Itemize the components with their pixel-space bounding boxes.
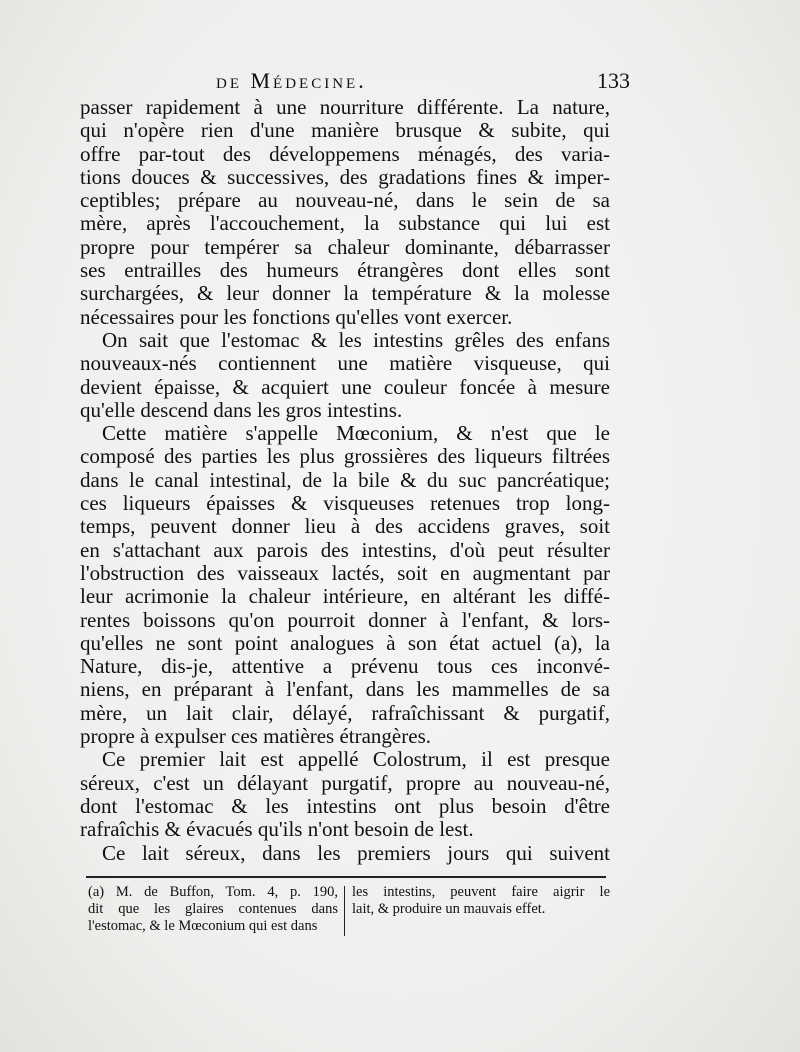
text-line: niens, en préparant à l'enfant, dans les mammelles de sa bbox=[80, 677, 610, 702]
footnote-line: les intestins, peuvent faire aigrir le bbox=[352, 884, 610, 900]
footnote-rule bbox=[86, 876, 606, 878]
text-line: On sait que l'estomac & les intestins grêles des enfans bbox=[102, 327, 610, 352]
text-line: nécessaires pour les fonctions qu'elles vont exercer. bbox=[80, 304, 513, 329]
text-line: composé des parties les plus grossières des liqueurs filtrées bbox=[80, 444, 610, 469]
running-head: de Médecine. bbox=[216, 68, 367, 93]
text-line: mère, un lait clair, délayé, rafraîchissant & purgatif, bbox=[80, 700, 610, 725]
footnote-line: lait, & produire un mauvais effet. bbox=[352, 901, 546, 917]
text-line: surchargées, & leur donner la température & la molesse bbox=[80, 281, 610, 306]
text-line: qu'elles ne sont point analogues à son état actuel (a), la bbox=[80, 630, 610, 655]
text-line: Ce lait séreux, dans les premiers jours qui suivent bbox=[102, 840, 610, 865]
text-line: en s'attachant aux parois des intestins, d'où peut résulter bbox=[80, 537, 610, 562]
text-line: temps, peuvent donner lieu à des accidens graves, soit bbox=[80, 514, 610, 539]
text-line: séreux, c'est un délayant purgatif, propre au nouveau-né, bbox=[80, 770, 610, 795]
text-line: offre par-tout des développemens ménagés, des varia- bbox=[80, 141, 610, 166]
footnote-line: (a) M. de Buffon, Tom. 4, p. 190, bbox=[88, 884, 338, 900]
text-line: rentes boissons qu'on pourroit donner à l'enfant, & lors- bbox=[80, 607, 610, 632]
text-line: ceptibles; prépare au nouveau-né, dans le sein de sa bbox=[80, 188, 610, 213]
text-line: qui n'opère rien d'une manière brusque & subite, qui bbox=[80, 118, 610, 143]
text-line: Nature, dis-je, attentive a prévenu tous ces inconvé- bbox=[80, 654, 610, 679]
footnote-line: dit que les glaires contenues dans bbox=[88, 901, 338, 917]
text-line: passer rapidement à une nourriture différente. La nature, bbox=[80, 95, 610, 119]
body-text bbox=[80, 96, 610, 865]
footnote-column-divider bbox=[344, 886, 345, 936]
footnote-column-right bbox=[352, 884, 610, 918]
footnote bbox=[88, 884, 610, 940]
text-line: Ce premier lait est appellé Colostrum, il est presque bbox=[102, 747, 610, 772]
text-line: rafraîchis & évacués qu'ils n'ont besoin de lest. bbox=[80, 817, 474, 842]
text-line: l'obstruction des vaisseaux lactés, soit en augmentant par bbox=[80, 560, 610, 585]
footnote-line: l'estomac, & le Mœconium qui est dans bbox=[88, 918, 318, 934]
text-line: Cette matière s'appelle Mœconium, & n'est que le bbox=[102, 421, 610, 446]
page-header bbox=[86, 68, 630, 98]
text-line: nouveaux-nés contiennent une matière visqueuse, qui bbox=[80, 351, 610, 376]
text-line: leur acrimonie la chaleur intérieure, en altérant les diffé- bbox=[80, 584, 610, 609]
text-line: propre pour tempérer sa chaleur dominante, débarrasser bbox=[80, 234, 610, 259]
footnote-column-left bbox=[88, 884, 338, 935]
text-line: mère, après l'accouchement, la substance qui lui est bbox=[80, 211, 610, 236]
text-line: ces liqueurs épaisses & visqueuses retenues trop long- bbox=[80, 491, 610, 516]
page-number: 133 bbox=[597, 68, 630, 93]
text-line: tions douces & successives, des gradations fines & imper- bbox=[80, 164, 610, 189]
text-line: dont l'estomac & les intestins ont plus besoin d'être bbox=[80, 793, 610, 818]
text-line: devient épaisse, & acquiert une couleur foncée à mesure bbox=[80, 374, 610, 399]
text-line: qu'elle descend dans les gros intestins. bbox=[80, 397, 403, 422]
text-line: propre à expulser ces matières étrangères. bbox=[80, 724, 431, 749]
text-line: dans le canal intestinal, de la bile & du suc pancréatique; bbox=[80, 467, 610, 492]
text-line: ses entrailles des humeurs étrangères dont elles sont bbox=[80, 258, 610, 283]
